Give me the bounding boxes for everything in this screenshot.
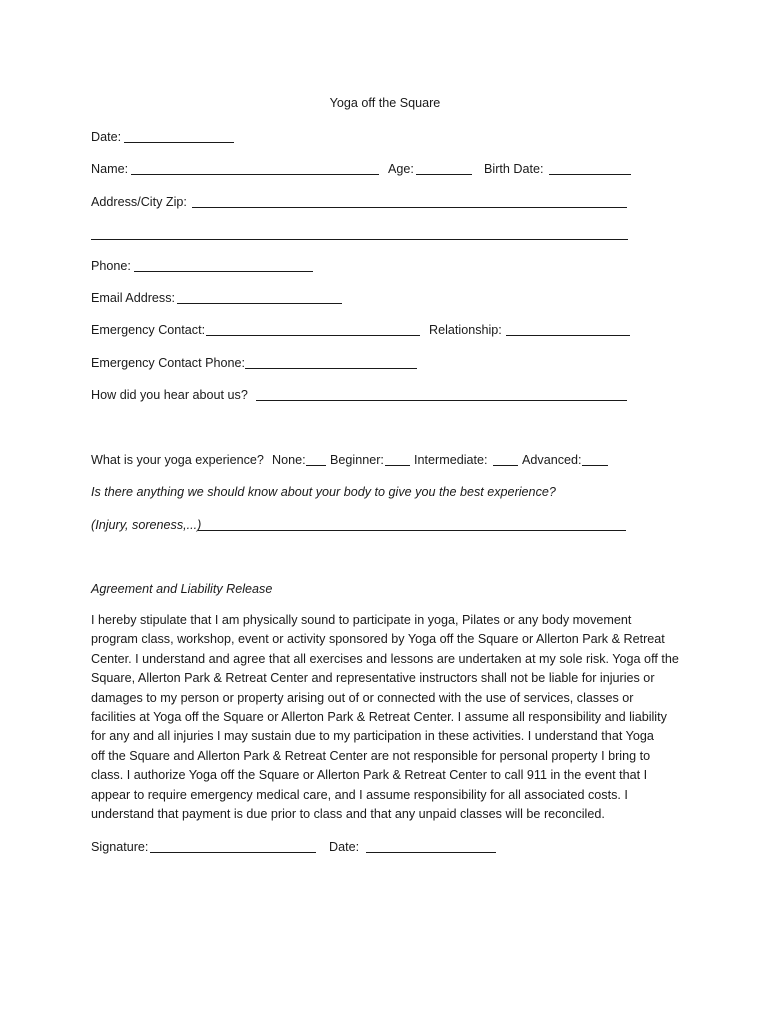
experience-none-label: None: <box>272 453 306 467</box>
address-label: Address/City Zip: <box>91 195 187 209</box>
experience-advanced-field[interactable] <box>582 465 608 466</box>
experience-intermediate-field[interactable] <box>493 465 518 466</box>
birth-date-field[interactable] <box>549 174 631 175</box>
emergency-contact-label: Emergency Contact: <box>91 323 206 337</box>
experience-none-field[interactable] <box>306 465 326 466</box>
injury-label: (Injury, soreness,...) <box>91 518 202 532</box>
emergency-phone-label: Emergency Contact Phone: <box>91 356 246 370</box>
agreement-line: I hereby stipulate that I am physically sound to participate in yoga, Pilates or any body movement <box>91 613 632 627</box>
emergency-contact-field[interactable] <box>206 335 420 336</box>
agreement-line: off the Square and Allerton Park & Retreat Center are not responsible for personal property I bring to <box>91 748 651 763</box>
emergency-phone-field[interactable] <box>245 368 417 369</box>
age-field[interactable] <box>416 174 472 175</box>
date-label: Date: <box>91 130 122 144</box>
agreement-line: class. I authorize Yoga off the Square or Allerton Park & Retreat Center to call 911 in the event that I <box>91 768 648 783</box>
signature-date-label: Date: <box>329 840 360 854</box>
birth-date-label: Birth Date: <box>484 162 544 176</box>
experience-question: What is your yoga experience? <box>91 453 264 467</box>
relationship-label: Relationship: <box>429 323 502 337</box>
relationship-field[interactable] <box>506 335 630 336</box>
phone-field[interactable] <box>134 271 313 272</box>
phone-label: Phone: <box>91 259 131 273</box>
agreement-line: understand that payment is due prior to class and that any unpaid classes will be reconciled. <box>91 807 605 822</box>
agreement-line: Square, Allerton Park & Retreat Center and representative instructors shall not be liable for injuries or <box>91 671 655 686</box>
name-field[interactable] <box>131 174 379 175</box>
hear-about-field[interactable] <box>256 400 627 401</box>
agreement-heading: Agreement and Liability Release <box>91 582 273 596</box>
signature-field[interactable] <box>150 852 316 853</box>
signature-date-field[interactable] <box>366 852 496 853</box>
form-title: Yoga off the Square <box>329 96 441 110</box>
address-field[interactable] <box>192 207 627 208</box>
agreement-line: appear to require emergency medical care, and I assume responsibility for all associated costs. I <box>91 787 628 802</box>
agreement-line: Center. I understand and agree that all exercises and lessons are undertaken at my sole risk. Yoga off the <box>91 651 679 666</box>
hear-about-label: How did you hear about us? <box>91 388 248 402</box>
experience-advanced-label: Advanced: <box>522 453 582 467</box>
name-label: Name: <box>91 162 129 176</box>
address-field-line-2[interactable] <box>91 239 628 240</box>
experience-beginner-label: Beginner: <box>330 453 384 467</box>
age-label: Age: <box>388 162 414 176</box>
agreement-line: facilities at Yoga off the Square or Allerton Park & Retreat Center. I assume all responsibility and liability <box>91 710 667 725</box>
email-field[interactable] <box>177 303 342 304</box>
signature-label: Signature: <box>91 840 149 854</box>
injury-field[interactable] <box>198 530 626 531</box>
date-field[interactable] <box>124 142 234 143</box>
agreement-line: damages to my person or property arising out of or connected with the use of services, classes or <box>91 690 634 705</box>
agreement-text <box>91 611 691 824</box>
agreement-line: for any and all injuries I may sustain due to my participation in these activities. I understand that Yoga <box>91 729 654 744</box>
experience-intermediate-label: Intermediate: <box>414 453 488 467</box>
experience-beginner-field[interactable] <box>385 465 410 466</box>
email-label: Email Address: <box>91 291 175 305</box>
body-question: Is there anything we should know about your body to give you the best experience? <box>91 485 556 499</box>
agreement-line: program class, workshop, event or activity sponsored by Yoga off the Square or Allerton Park & Retreat <box>91 632 665 647</box>
